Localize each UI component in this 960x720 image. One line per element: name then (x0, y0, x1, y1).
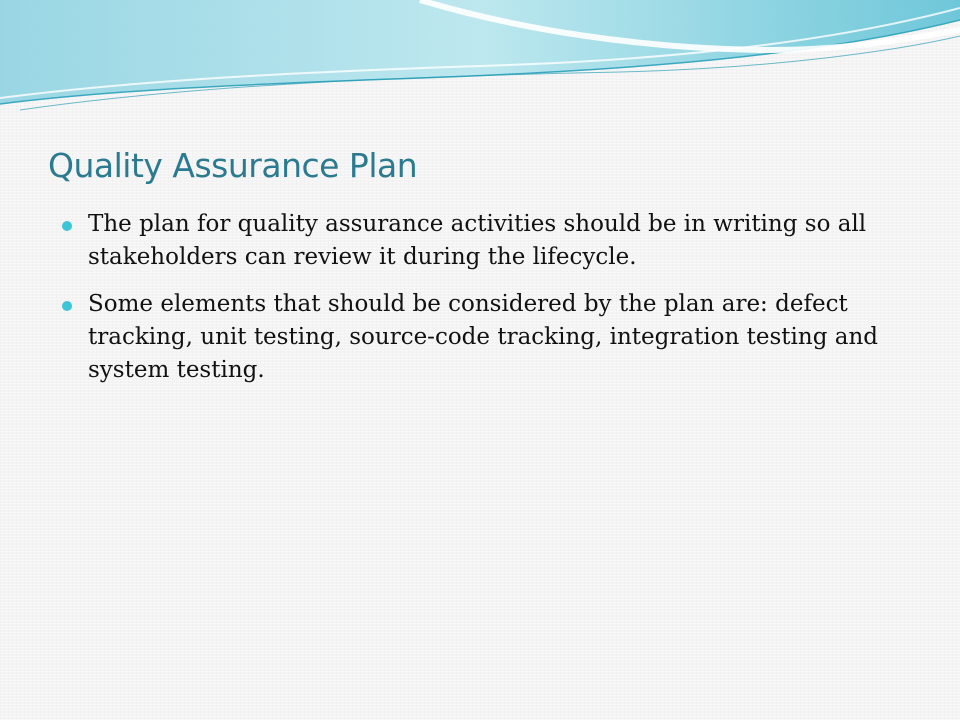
bullet-text: Some elements that should be considered by the plan are: defect tracking, unit testing, source-code tracking, integration testing and system testing. (88, 291, 878, 383)
bullet-dot-icon (62, 301, 72, 311)
slide-title: Quality Assurance Plan (48, 146, 418, 185)
bullet-text: The plan for quality assurance activities should be in writing so all stakeholders can review it during the lifecycle. (88, 211, 867, 270)
list-item (62, 288, 892, 387)
bullet-list (62, 208, 892, 401)
list-item (62, 208, 892, 274)
bullet-dot-icon (62, 221, 72, 231)
header-wave-decoration (0, 0, 960, 120)
